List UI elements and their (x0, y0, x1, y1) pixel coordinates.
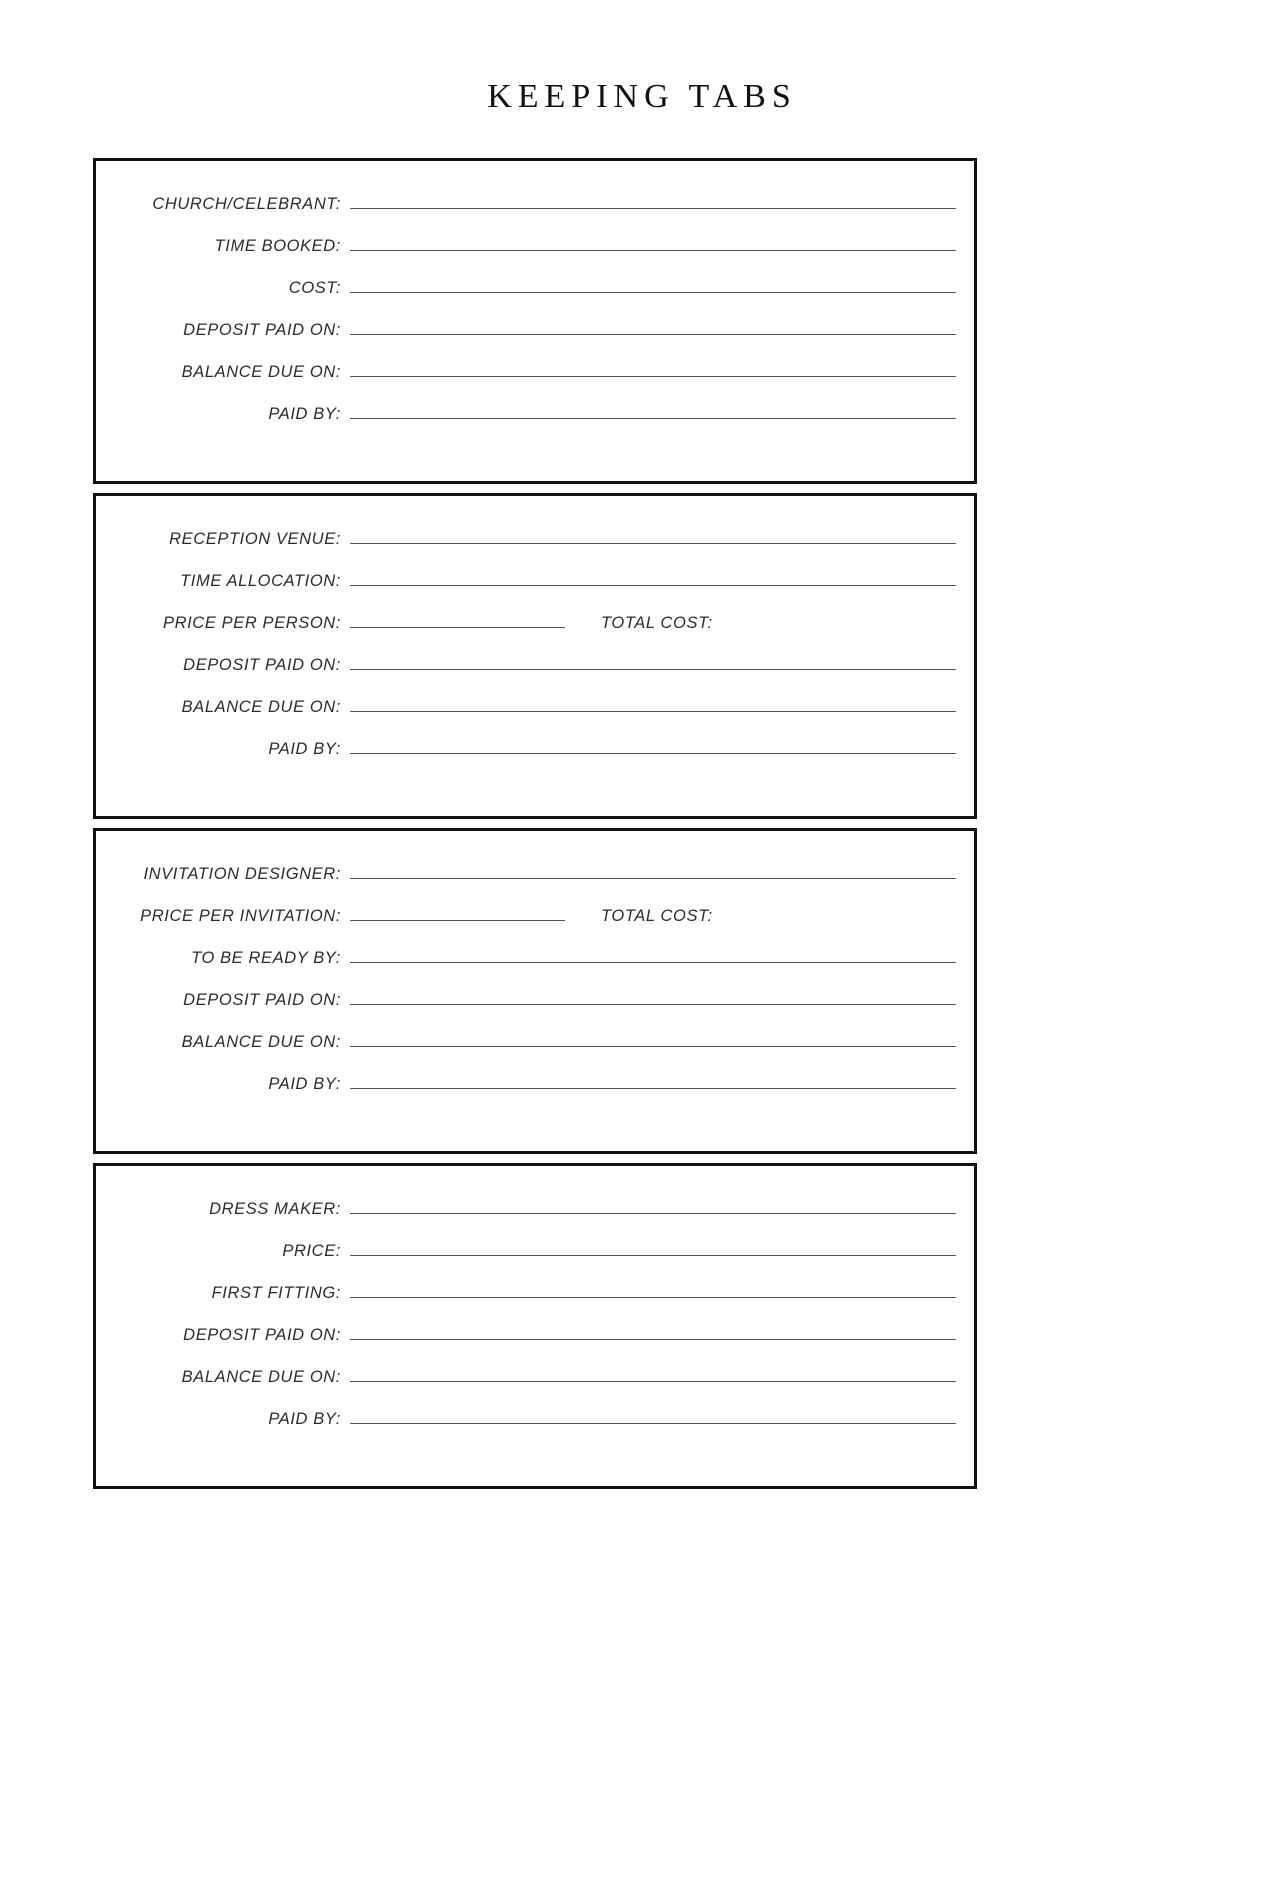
field-label: DEPOSIT PAID ON: (183, 321, 341, 339)
field-input-line[interactable] (350, 418, 956, 419)
section-panel-reception (93, 493, 977, 819)
field-label: TIME ALLOCATION: (180, 572, 341, 590)
field-input-line[interactable] (350, 1339, 956, 1340)
field-label: BALANCE DUE ON: (181, 363, 341, 381)
field-input-line[interactable] (350, 1046, 956, 1047)
field-input-line[interactable] (350, 753, 956, 754)
field-input-line[interactable] (350, 376, 956, 377)
field-row (96, 656, 974, 698)
field-row (96, 363, 974, 405)
field-row (96, 195, 974, 237)
field-row (96, 1368, 974, 1410)
field-row (96, 237, 974, 279)
field-input-line[interactable] (350, 962, 956, 963)
field-row (96, 405, 974, 447)
field-input-line[interactable] (350, 627, 565, 628)
field-label: PRICE PER INVITATION: (140, 907, 341, 925)
field-label: DEPOSIT PAID ON: (183, 1326, 341, 1344)
field-row (96, 907, 974, 949)
field-label: BALANCE DUE ON: (181, 1033, 341, 1051)
field-row (96, 949, 974, 991)
field-input-line[interactable] (350, 711, 956, 712)
field-row (96, 698, 974, 740)
field-input-line[interactable] (350, 1088, 956, 1089)
field-input-line[interactable] (350, 1213, 956, 1214)
field-row (96, 740, 974, 782)
field-row (96, 614, 974, 656)
sections-container (93, 158, 977, 1498)
field-input-line[interactable] (350, 1381, 956, 1382)
field-label: PRICE PER PERSON: (163, 614, 341, 632)
field-label: INVITATION DESIGNER: (143, 865, 341, 883)
field-input-line[interactable] (350, 1423, 956, 1424)
field-label: PAID BY: (268, 1075, 341, 1093)
field-input-line[interactable] (350, 334, 956, 335)
field-row (96, 1284, 974, 1326)
field-input-line[interactable] (350, 543, 956, 544)
field-input-line[interactable] (350, 878, 956, 879)
field-input-line[interactable] (350, 1004, 956, 1005)
field-label: BALANCE DUE ON: (181, 698, 341, 716)
field-label: BALANCE DUE ON: (181, 1368, 341, 1386)
field-input-line[interactable] (350, 1255, 956, 1256)
field-label: PAID BY: (268, 740, 341, 758)
field-input-line[interactable] (350, 208, 956, 209)
field-row (96, 865, 974, 907)
section-panel-invitations (93, 828, 977, 1154)
section-panel-ceremony (93, 158, 977, 484)
field-input-line[interactable] (350, 920, 565, 921)
field-row (96, 1200, 974, 1242)
field-input-line[interactable] (350, 292, 956, 293)
page-title: KEEPING TABS (487, 78, 797, 115)
field-row (96, 572, 974, 614)
section-panel-dress (93, 1163, 977, 1489)
field-row (96, 1410, 974, 1452)
field-label: TIME BOOKED: (214, 237, 341, 255)
field-input-line[interactable] (350, 585, 956, 586)
field-label: DEPOSIT PAID ON: (183, 991, 341, 1009)
field-secondary-label: TOTAL COST: (601, 907, 713, 925)
field-row (96, 991, 974, 1033)
field-label: TO BE READY BY: (191, 949, 341, 967)
field-row (96, 1075, 974, 1117)
field-row (96, 1326, 974, 1368)
field-input-line[interactable] (350, 250, 956, 251)
field-label: DEPOSIT PAID ON: (183, 656, 341, 674)
field-secondary-label: TOTAL COST: (601, 614, 713, 632)
field-label: PRICE: (282, 1242, 341, 1260)
field-input-line[interactable] (350, 669, 956, 670)
field-label: CHURCH/CELEBRANT: (152, 195, 341, 213)
field-row (96, 1242, 974, 1284)
field-label: FIRST FITTING: (211, 1284, 341, 1302)
field-label: COST: (288, 279, 341, 297)
field-input-line[interactable] (350, 1297, 956, 1298)
field-row (96, 1033, 974, 1075)
field-row (96, 530, 974, 572)
field-row (96, 279, 974, 321)
field-label: RECEPTION VENUE: (169, 530, 341, 548)
field-label: PAID BY: (268, 1410, 341, 1428)
field-label: PAID BY: (268, 405, 341, 423)
field-row (96, 321, 974, 363)
field-label: DRESS MAKER: (209, 1200, 341, 1218)
